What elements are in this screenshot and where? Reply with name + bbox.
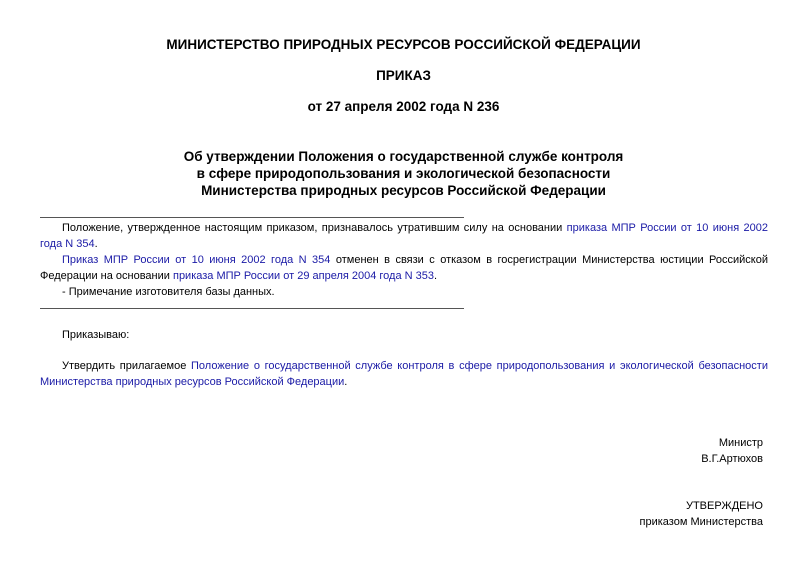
subject-heading (0, 148, 807, 199)
doc-type-title: ПРИКАЗ (376, 68, 431, 83)
note-paragraph-3: - Примечание изготовителя базы данных. (62, 286, 275, 298)
signature-title: Министр (718, 437, 763, 449)
approve-prefix: Утвердить прилагаемое (62, 360, 187, 372)
note-link-order-353[interactable]: приказа МПР России от 29 апреля 2004 года N 353 (172, 270, 435, 282)
note-link-order-354-repeal[interactable]: Приказ МПР России от 10 июня 2002 года N 354 (62, 254, 331, 266)
note-link-order-354[interactable]: приказа МПР России от 10 июня 2002 года N 354 (40, 222, 769, 250)
subject-line-3: Министерства природных ресурсов Российской Федерации (201, 183, 606, 198)
approved-by: приказом Министерства (639, 516, 763, 528)
note-p2-text: отменен в связи с отказом в госрегистрации Министерства юстиции Российской Федерации на основании (40, 254, 768, 282)
ministry-title: МИНИСТЕРСТВО ПРИРОДНЫХ РЕСУРСОВ РОССИЙСКОЙ ФЕДЕРАЦИИ (166, 37, 641, 52)
note-top-divider (40, 217, 464, 218)
note-p1-end: . (94, 238, 98, 250)
approved-block (640, 498, 763, 530)
approved-label: УТВЕРЖДЕНО (685, 500, 763, 512)
note-paragraph-2 (40, 252, 768, 284)
note-p2-end: . (434, 270, 438, 282)
approve-link-regulation[interactable]: Положение о государственной службе контроля в сфере природопользования и экологической безопасности Министерства природных ресурсов Российской Федерации (40, 360, 768, 388)
order-word: Приказываю: (62, 329, 130, 341)
signature-block (701, 435, 763, 467)
approve-paragraph (40, 358, 768, 390)
subject-line-1: Об утверждении Положения о государственной службе контроля (183, 149, 624, 164)
approve-section (40, 358, 768, 390)
editor-note (40, 220, 768, 300)
signature-name: В.Г.Артюхов (701, 453, 763, 465)
date-number: от 27 апреля 2002 года N 236 (307, 99, 500, 114)
note-p1-text: Положение, утвержденное настоящим приказом, признавалось утратившим силу на основании (62, 222, 563, 234)
note-bottom-divider (40, 308, 464, 309)
note-paragraph-1 (40, 220, 768, 252)
subject-line-2: в сфере природопользования и экологической безопасности (196, 166, 611, 181)
approve-end: . (344, 376, 348, 388)
order-section (40, 327, 768, 343)
